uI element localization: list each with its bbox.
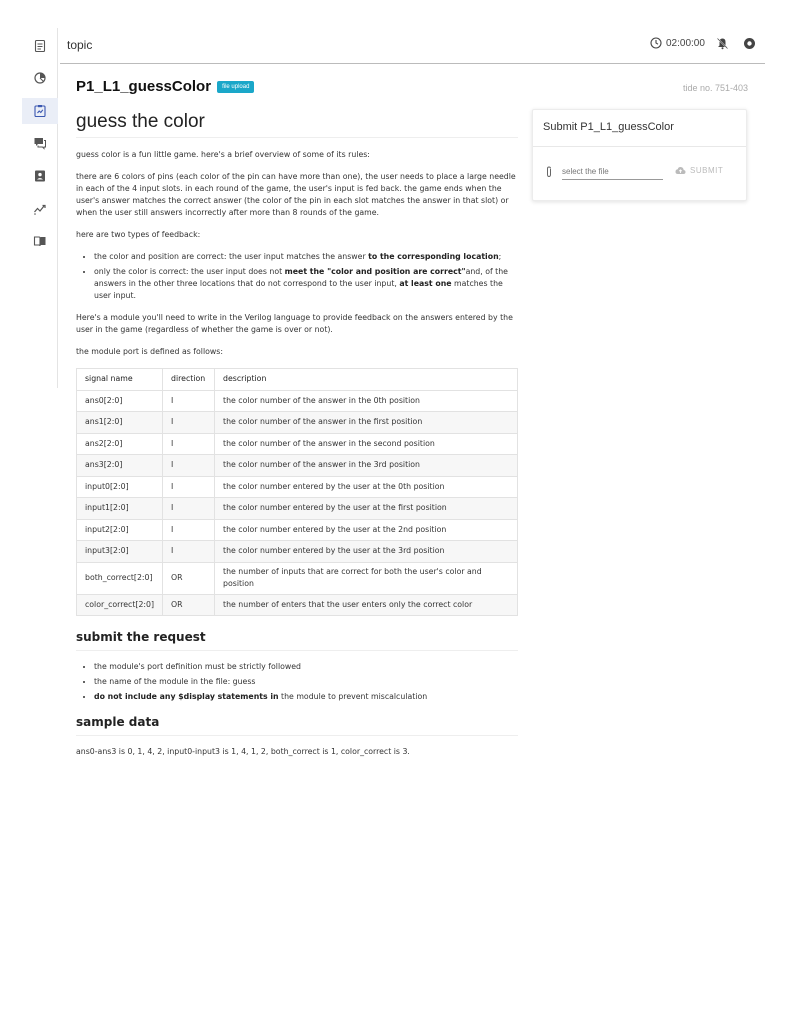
clock-icon <box>650 37 662 49</box>
table-cell: I <box>163 433 215 455</box>
book-icon <box>33 234 47 248</box>
table-cell: I <box>163 390 215 412</box>
divider <box>533 146 746 147</box>
table-cell: input0[2:0] <box>77 476 163 498</box>
table-cell: input2[2:0] <box>77 519 163 541</box>
table-header: description <box>215 369 518 391</box>
table-cell: the color number of the answer in the 3rd position <box>215 455 518 477</box>
sidebar <box>22 28 58 388</box>
user-menu[interactable] <box>743 37 756 55</box>
bell-off-icon <box>716 37 729 50</box>
assignment-icon <box>33 104 47 118</box>
problem-heading: guess the color <box>76 110 518 138</box>
trend-icon <box>33 202 47 216</box>
topbar-title: topic <box>67 38 93 52</box>
table-header: signal name <box>77 369 163 391</box>
list-item: • the module's port definition must be strictly followed <box>94 661 518 673</box>
table-cell: I <box>163 519 215 541</box>
table-cell: both_correct[2:0] <box>77 562 163 594</box>
table-cell: OR <box>163 562 215 594</box>
sidebar-item-discussion[interactable] <box>22 130 58 156</box>
problem-title <box>76 78 254 95</box>
table-row <box>77 412 518 434</box>
contact-card-icon <box>33 169 47 183</box>
table-cell: ans3[2:0] <box>77 455 163 477</box>
port-table <box>76 368 518 616</box>
user-avatar-icon <box>743 37 756 50</box>
sidebar-item-stats[interactable] <box>22 65 58 91</box>
tide-number: tide no. 751-403 <box>682 83 748 93</box>
table-cell: I <box>163 498 215 520</box>
table-cell: OR <box>163 594 215 616</box>
file-upload-badge: file upload <box>217 81 254 93</box>
table-row <box>77 433 518 455</box>
table-cell: the color number entered by the user at the first position <box>215 498 518 520</box>
table-cell: the number of enters that the user enters only the correct color <box>215 594 518 616</box>
table-row <box>77 562 518 594</box>
table-row <box>77 519 518 541</box>
list-item: • only the color is correct: the user input does not meet the "color and position are correct"and, of the answers in the other three locations that do not correspond to the user input, at least one matches the user input. <box>94 266 518 302</box>
submit-requirements-list <box>94 661 518 703</box>
table-row <box>77 455 518 477</box>
paperclip-icon <box>545 166 553 178</box>
submit-label: SUBMIT <box>690 166 724 175</box>
table-cell: the color number entered by the user at the 2nd position <box>215 519 518 541</box>
table-cell: I <box>163 412 215 434</box>
table-cell: the color number of the answer in the second position <box>215 433 518 455</box>
table-cell: the color number of the answer in the first position <box>215 412 518 434</box>
table-cell: ans1[2:0] <box>77 412 163 434</box>
table-cell: the number of inputs that are correct for both the user's color and position <box>215 562 518 594</box>
sidebar-item-profile[interactable] <box>22 163 58 189</box>
file-select-input[interactable] <box>562 164 663 180</box>
list-item: • the color and position are correct: the user input matches the answer to the corresponding location; <box>94 251 518 263</box>
table-cell: ans0[2:0] <box>77 390 163 412</box>
table-cell: input1[2:0] <box>77 498 163 520</box>
cloud-upload-icon <box>675 166 686 175</box>
table-cell: I <box>163 476 215 498</box>
table-cell: the color number entered by the user at the 3rd position <box>215 541 518 563</box>
sidebar-item-problem[interactable] <box>22 98 58 124</box>
sample-data-heading: sample data <box>76 713 518 736</box>
timer <box>650 37 705 49</box>
topbar <box>60 28 765 64</box>
table-row <box>77 498 518 520</box>
list-item: • do not include any $display statements in the module to prevent miscalculation <box>94 691 518 703</box>
port-intro: the module port is defined as follows: <box>76 347 223 356</box>
table-header-row <box>77 369 518 391</box>
submit-card <box>532 109 747 201</box>
table-row <box>77 390 518 412</box>
submit-button[interactable] <box>675 166 723 175</box>
table-cell: the color number entered by the user at the 0th position <box>215 476 518 498</box>
problem-id-title: P1_L1_guessColor <box>76 78 212 95</box>
table-cell: input3[2:0] <box>77 541 163 563</box>
problem-content <box>76 110 518 768</box>
chart-pie-icon <box>33 71 47 85</box>
module-description: Here's a module you'll need to write in the Verilog language to provide feedback on the answers entered by the user in the game (regardless of whether the game is over or not). <box>76 313 513 334</box>
attach-button[interactable] <box>545 165 553 183</box>
document-icon <box>33 39 47 53</box>
list-item: • the name of the module in the file: guess <box>94 676 518 688</box>
table-header: direction <box>163 369 215 391</box>
table-cell: color_correct[2:0] <box>77 594 163 616</box>
table-row <box>77 476 518 498</box>
timer-value: 02:00:00 <box>666 37 705 49</box>
submit-request-heading: submit the request <box>76 628 518 651</box>
table-cell: I <box>163 541 215 563</box>
feedback-list <box>94 251 518 302</box>
rules-text: there are 6 colors of pins (each color of the pin can have more than one), the user needs to place a large needle in each of the 4 input slots. in each round of the game, the user's input is fed back. the game ends when the user's answer matches the correct answer (the color of the pin in each slot matches the answer in that slot) or when the user still answers incorrectly after more than 8 rounds of the game. <box>76 172 516 217</box>
table-cell: I <box>163 455 215 477</box>
sidebar-item-ranking[interactable] <box>22 196 58 222</box>
feedback-intro: here are two types of feedback: <box>76 230 201 239</box>
submit-card-title: Submit P1_L1_guessColor <box>543 121 674 133</box>
intro-text: guess color is a fun little game. here's a brief overview of some of its rules: <box>76 150 370 159</box>
table-row <box>77 541 518 563</box>
sample-data-text: ans0-ans3 is 0, 1, 4, 2, input0-input3 is 1, 4, 1, 2, both_correct is 1, color_correct is 3. <box>76 747 410 756</box>
sidebar-item-document[interactable] <box>22 33 58 59</box>
table-row <box>77 594 518 616</box>
table-cell: the color number of the answer in the 0th position <box>215 390 518 412</box>
notification-bell[interactable] <box>716 37 729 55</box>
sidebar-item-docs[interactable] <box>22 228 58 254</box>
chat-icon <box>33 136 47 150</box>
table-cell: ans2[2:0] <box>77 433 163 455</box>
